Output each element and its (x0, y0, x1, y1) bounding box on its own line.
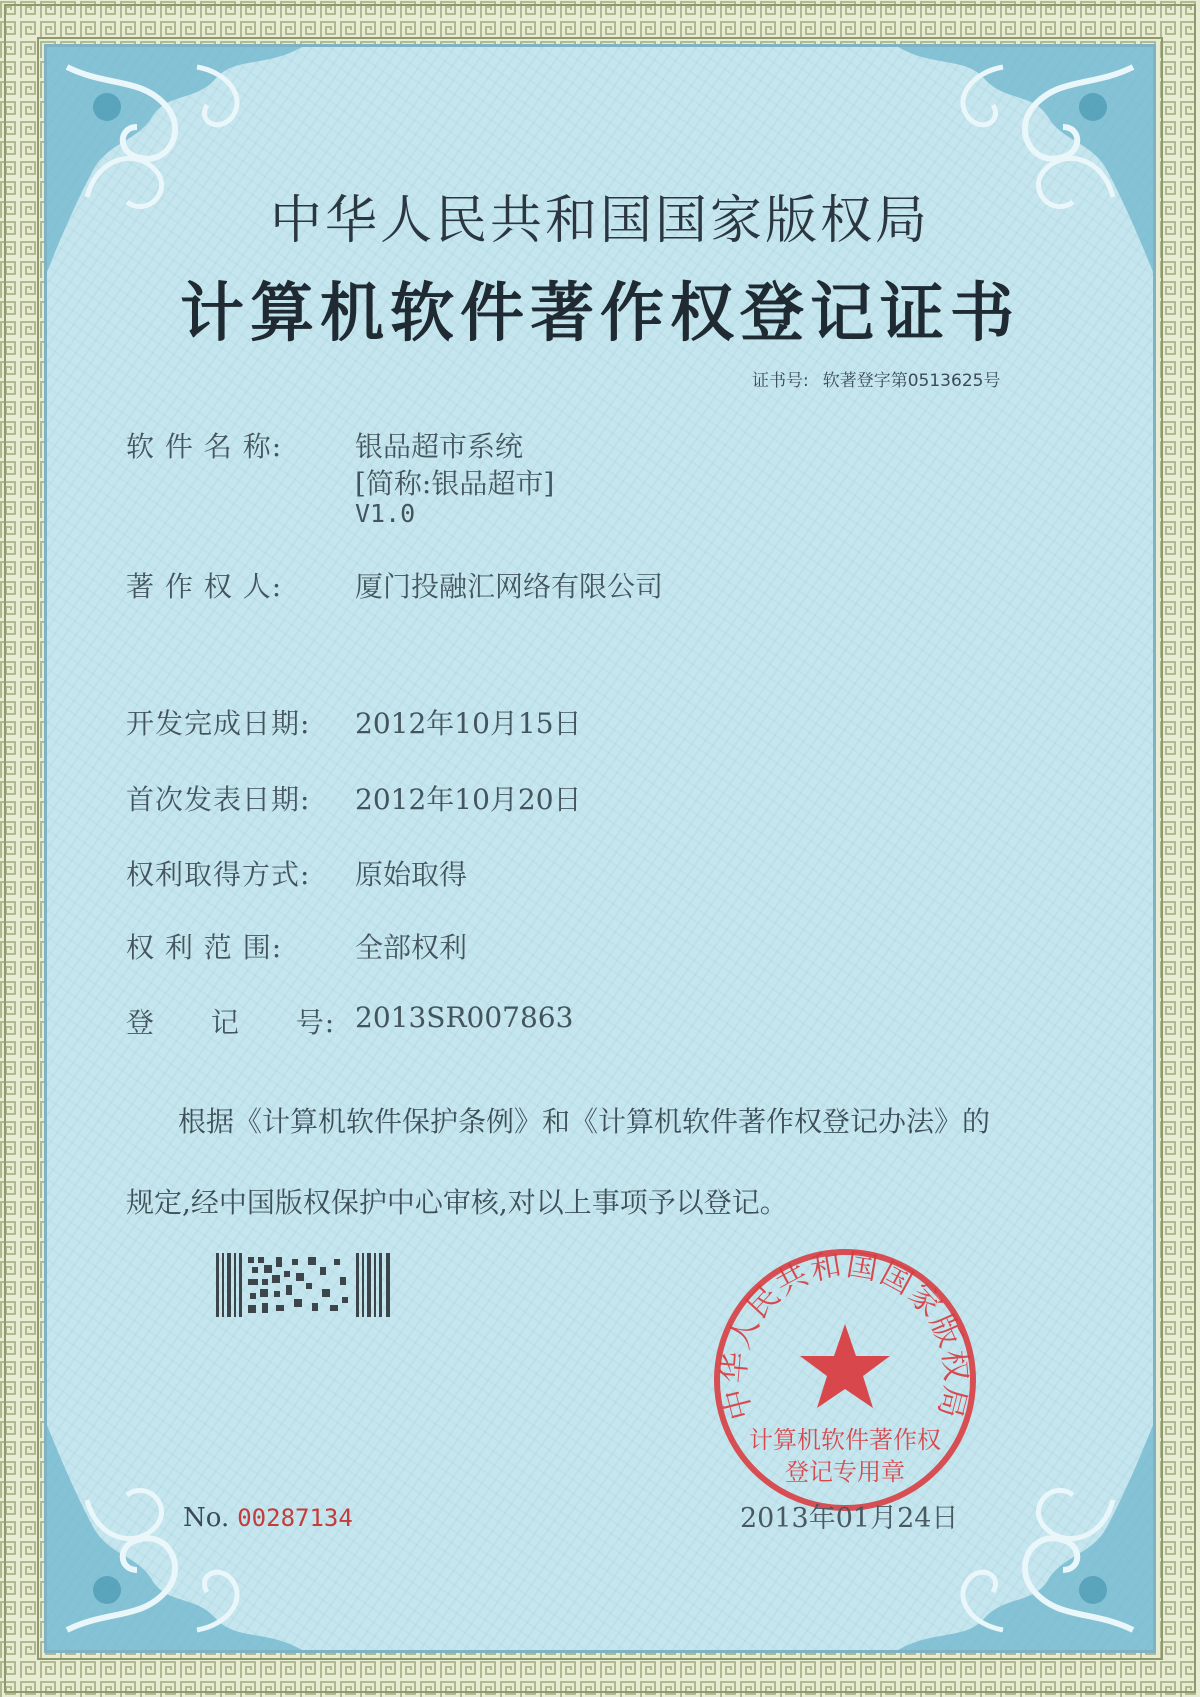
field-label-software-name: 软 件 名 称: (126, 430, 283, 463)
barcode (216, 1253, 392, 1317)
issue-date: 2013年01月24日 (740, 1503, 959, 1534)
seal-center-line-1: 计算机软件著作权 (749, 1426, 941, 1454)
statement-line-1: 根据《计算机软件保护条例》和《计算机软件著作权登记办法》的 (178, 1105, 991, 1138)
serial-number-value: 00287134 (237, 1504, 353, 1532)
field-label-completion-date: 开发完成日期: (126, 707, 311, 740)
software-version: V1.0 (355, 499, 416, 528)
copyright-owner: 厦门投融汇网络有限公司 (355, 570, 664, 603)
seal-center-line-2: 登记专用章 (785, 1458, 905, 1486)
registration-number: 2013SR007863 (355, 1001, 574, 1034)
serial-number (183, 1503, 353, 1533)
acquisition-method: 原始取得 (355, 858, 468, 891)
seal-star-icon (800, 1324, 890, 1408)
serial-prefix: No. (183, 1503, 230, 1533)
certificate-number-value: 软著登字第0513625号 (822, 371, 1001, 391)
seal-ring-text: 中华人民共和国国家版权局 (716, 1246, 974, 1424)
software-name: 银品超市系统 (355, 430, 524, 463)
rights-scope: 全部权利 (355, 931, 468, 964)
field-label-registration-number: 登 记 号: (126, 1006, 336, 1039)
corner-ornament-bottom-left (47, 1420, 307, 1650)
statement-line-2: 规定,经中国版权保护中心审核,对以上事项予以登记。 (126, 1186, 788, 1219)
certificate-number-label: 证书号: (752, 371, 809, 391)
publication-date: 2012年10月20日 (355, 783, 582, 816)
field-label-publication-date: 首次发表日期: (126, 783, 311, 816)
field-label-copyright-owner: 著 作 权 人: (126, 570, 283, 603)
field-label-acquisition-method: 权利取得方式: (126, 858, 311, 891)
issuer-title: 中华人民共和国国家版权局 (269, 191, 930, 251)
software-short-name: [简称:银品超市] (355, 467, 555, 500)
official-seal (705, 1240, 985, 1520)
completion-date: 2012年10月15日 (355, 707, 582, 740)
certificate-number (752, 366, 1000, 391)
field-label-rights-scope: 权 利 范 围: (126, 931, 283, 964)
certificate-title: 计算机软件著作权登记证书 (180, 276, 1020, 351)
